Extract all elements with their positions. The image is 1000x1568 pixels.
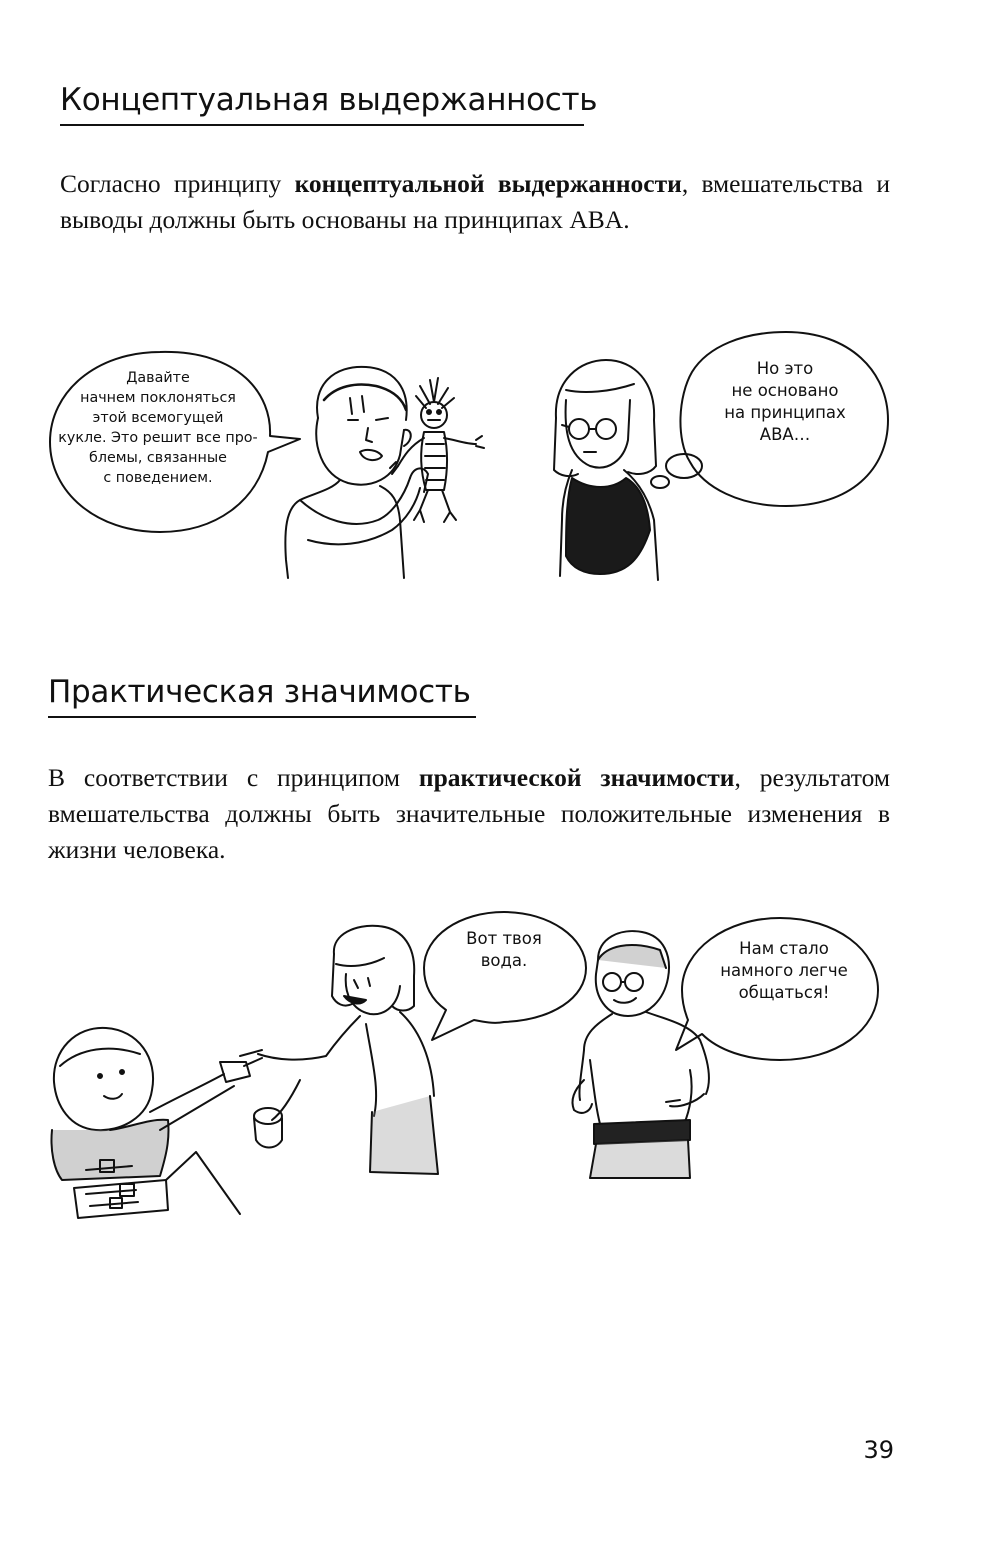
bubble-line: с поведением. — [103, 470, 213, 486]
thought-bubble-2-text — [700, 358, 870, 446]
bubble-line: Но это — [756, 359, 814, 378]
bubble-line: общаться! — [738, 983, 830, 1002]
bubble-line: Вот твоя — [466, 929, 542, 948]
bubble-line: начнем поклоняться — [80, 390, 236, 406]
paragraph-term: практической значимости — [418, 763, 735, 792]
paragraph-conceptual — [60, 166, 890, 238]
section-heading-conceptual: Концептуальная выдержанность — [60, 82, 584, 126]
speech-bubble-3-text — [438, 928, 570, 972]
paragraph-text: , вмешательства и выводы должны быть основаны на принципах ABA. — [60, 169, 890, 234]
bubble-line: намного легче — [720, 961, 848, 980]
paragraph-text: , результатом вмешательства должны быть значительные положительные изменения в жизни человека. — [48, 763, 890, 864]
bubble-line: кукле. Это решит все про- — [58, 430, 258, 446]
speech-bubble-1-text — [58, 368, 258, 488]
paragraph-practical — [48, 760, 890, 868]
bubble-line: Давайте — [126, 370, 190, 386]
page-number: 39 — [863, 1436, 894, 1464]
speech-bubble-4-text — [702, 938, 866, 1004]
bubble-line: Нам стало — [739, 939, 829, 958]
paragraph-text: В соответствии с принципом — [48, 763, 419, 792]
doll-icon — [390, 378, 484, 522]
bubble-line: не основано — [731, 381, 839, 400]
bubble-line: этой всемогущей — [92, 410, 224, 426]
bubble-line: ABA… — [759, 425, 811, 444]
bubble-line: на принципах — [724, 403, 846, 422]
bubble-line: блемы, связанные — [89, 450, 227, 466]
paragraph-term: концептуальной выдержанности — [294, 169, 682, 198]
section-heading-practical: Практическая значимость — [48, 674, 476, 718]
paragraph-text: Согласно принципу — [60, 169, 295, 198]
bubble-line: вода. — [480, 951, 528, 970]
